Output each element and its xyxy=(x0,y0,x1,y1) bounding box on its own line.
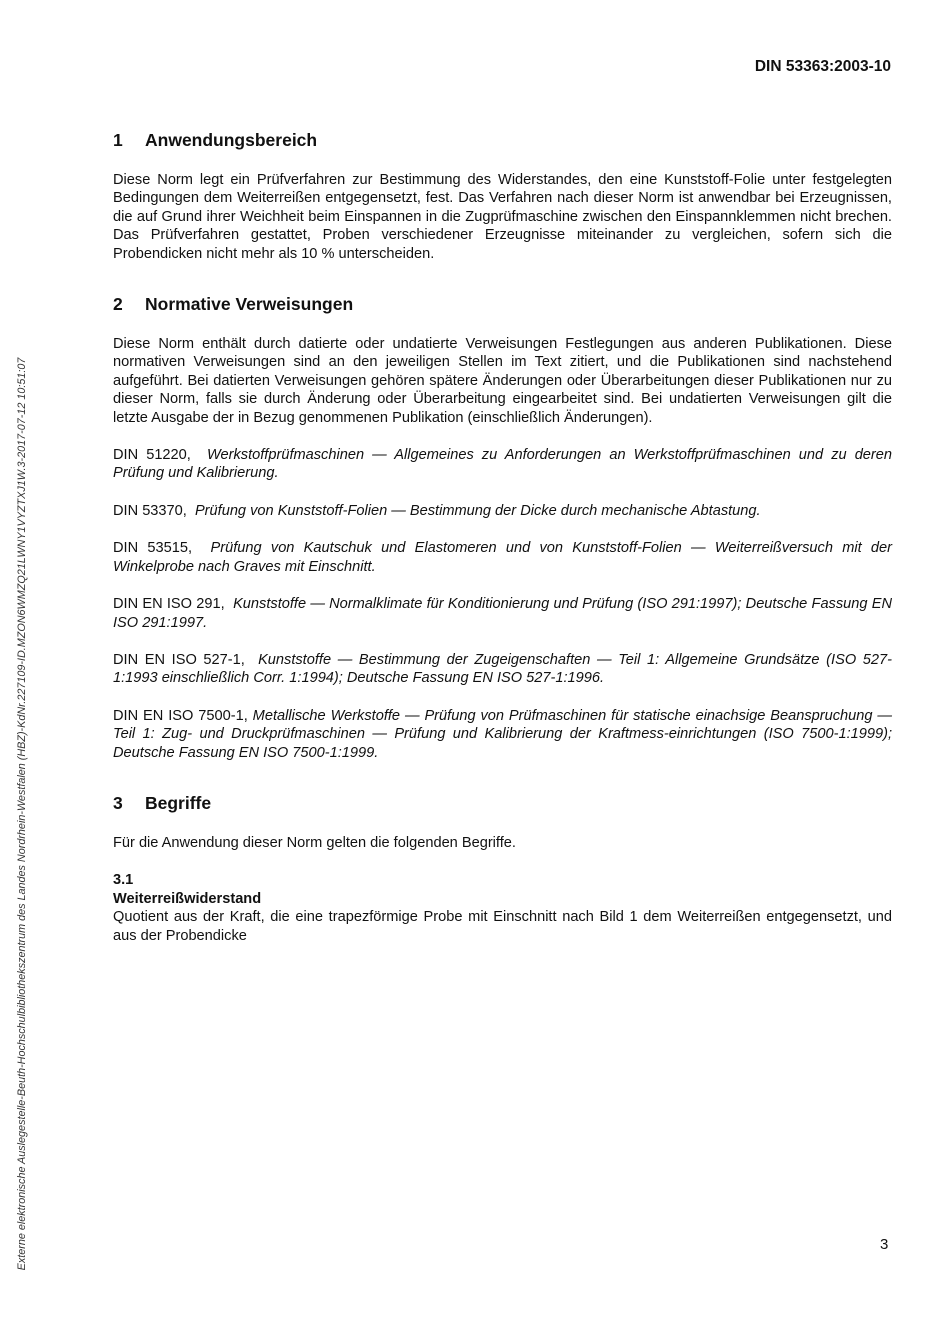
term-name: Weiterreißwiderstand xyxy=(113,890,262,907)
reference-title: Prüfung von Kautschuk und Elastomeren und von Kunststoff-Folien — Weiterreißversuch mit der Winkelprobe nach Graves mit Einschnitt. xyxy=(113,540,892,575)
section-number: 2 xyxy=(113,294,123,315)
section-1-body: Diese Norm legt ein Prüfverfahren zur Bestimmung des Widerstandes, den eine Kunststoff-Folie unter festgelegten Bedingungen dem Weiterreißen entgegensetzt, fest. Das Verfahren nach dieser Norm ist anwendbar bei Erzeugnissen, die auf Grund ihrer Weichheit beim Einspannen in die Zugprüfmaschine zwischen den Einspannklemmen nicht brechen. Das Prüfverfahren gestattet, Proben verschiedener Erzeugnisse miteinander zu vergleichen, sofern sich die Probendicken nicht mehr als 10 % unterscheiden. xyxy=(113,172,892,262)
section-number: 3 xyxy=(113,792,123,813)
page-number: 3 xyxy=(880,1236,889,1253)
reference-item xyxy=(113,651,892,688)
section-3-body: Für die Anwendung dieser Norm gelten die folgenden Begriffe. xyxy=(113,834,516,851)
reference-code: DIN 53515, xyxy=(113,540,193,557)
term-definition: Quotient aus der Kraft, die eine trapezförmige Probe mit Einschnitt nach Bild 1 dem Weiterreißen entgegensetzt, und aus der Probendicke xyxy=(113,909,892,944)
reference-list xyxy=(113,446,892,762)
reference-code: DIN 51220, xyxy=(113,447,191,464)
reference-item xyxy=(113,502,892,520)
section-title: Begriffe xyxy=(145,792,212,813)
section-heading-3 xyxy=(113,793,892,814)
reference-item xyxy=(113,446,892,483)
sidebar-watermark: Externe elektronische Auslegestelle-Beuth-Hochschulbibliothekszentrum des Landes Nordrhein-Westfalen (HBZ)-KdNr.227109-ID.MZON6WMZQ21LWNY1VYZTXJ1W.3-2017-07-12 10:51:07 xyxy=(16,357,28,1271)
reference-code: DIN EN ISO 527-1, xyxy=(113,651,245,668)
reference-code: DIN 53370, xyxy=(113,502,187,519)
document-id-header: DIN 53363:2003-10 xyxy=(754,58,891,75)
section-2-body: Diese Norm enthält durch datierte oder undatierte Verweisungen Festlegungen aus anderen Publikationen. Diese normativen Verweisungen sind an den jeweiligen Stellen im Text zitiert, und die Publikationen sind nachstehend aufgeführt. Bei datierten Verweisungen gehören spätere Änderungen oder Überarbeitungen dieser Publikationen nur zu dieser Norm, falls sie durch Änderung oder Überarbeitung eingearbeitet sind. Bei undatierten Verweisungen gilt die letzte Ausgabe der in Bezug genommenen Publikation (einschließlich Änderungen). xyxy=(113,336,892,426)
reference-item xyxy=(113,595,892,632)
reference-title: Metallische Werkstoffe — Prüfung von Prüfmaschinen für statische einachsige Beanspruchung — Teil 1: Zug- und Druckprüfmaschinen — Prüfung und Kalibrierung der Kraftmess-einrichtungen (ISO 7500-1:1999); Deutsche Fassung EN ISO 7500-1:1999. xyxy=(113,707,892,761)
section-number: 1 xyxy=(113,130,123,150)
reference-code: DIN EN ISO 291, xyxy=(113,596,225,613)
reference-code: DIN EN ISO 7500-1, xyxy=(113,707,248,724)
reference-item xyxy=(113,707,892,762)
section-heading-1 xyxy=(113,130,892,151)
section-title: Anwendungsbereich xyxy=(145,130,318,150)
page-content xyxy=(113,130,892,945)
reference-title: Kunststoffe — Normalklimate für Konditionierung und Prüfung (ISO 291:1997); Deutsche Fassung EN ISO 291:1997. xyxy=(113,596,892,631)
reference-title: Werkstoffprüfmaschinen — Allgemeines zu Anforderungen an Werkstoffprüfmaschinen und zu deren Prüfung und Kalibrierung. xyxy=(113,447,893,482)
section-heading-2 xyxy=(113,294,892,315)
reference-title: Kunststoffe — Bestimmung der Zugeigenschaften — Teil 1: Allgemeine Grundsätze (ISO 527-1:1993 einschließlich Corr. 1:1994); Deutsche Fassung EN ISO 527-1:1996. xyxy=(113,651,893,687)
reference-item xyxy=(113,539,892,576)
section-title: Normative Verweisungen xyxy=(145,294,354,315)
reference-title: Prüfung von Kunststoff-Folien — Bestimmung der Dicke durch mechanische Abtastung. xyxy=(194,502,761,519)
term-number: 3.1 xyxy=(113,872,134,889)
